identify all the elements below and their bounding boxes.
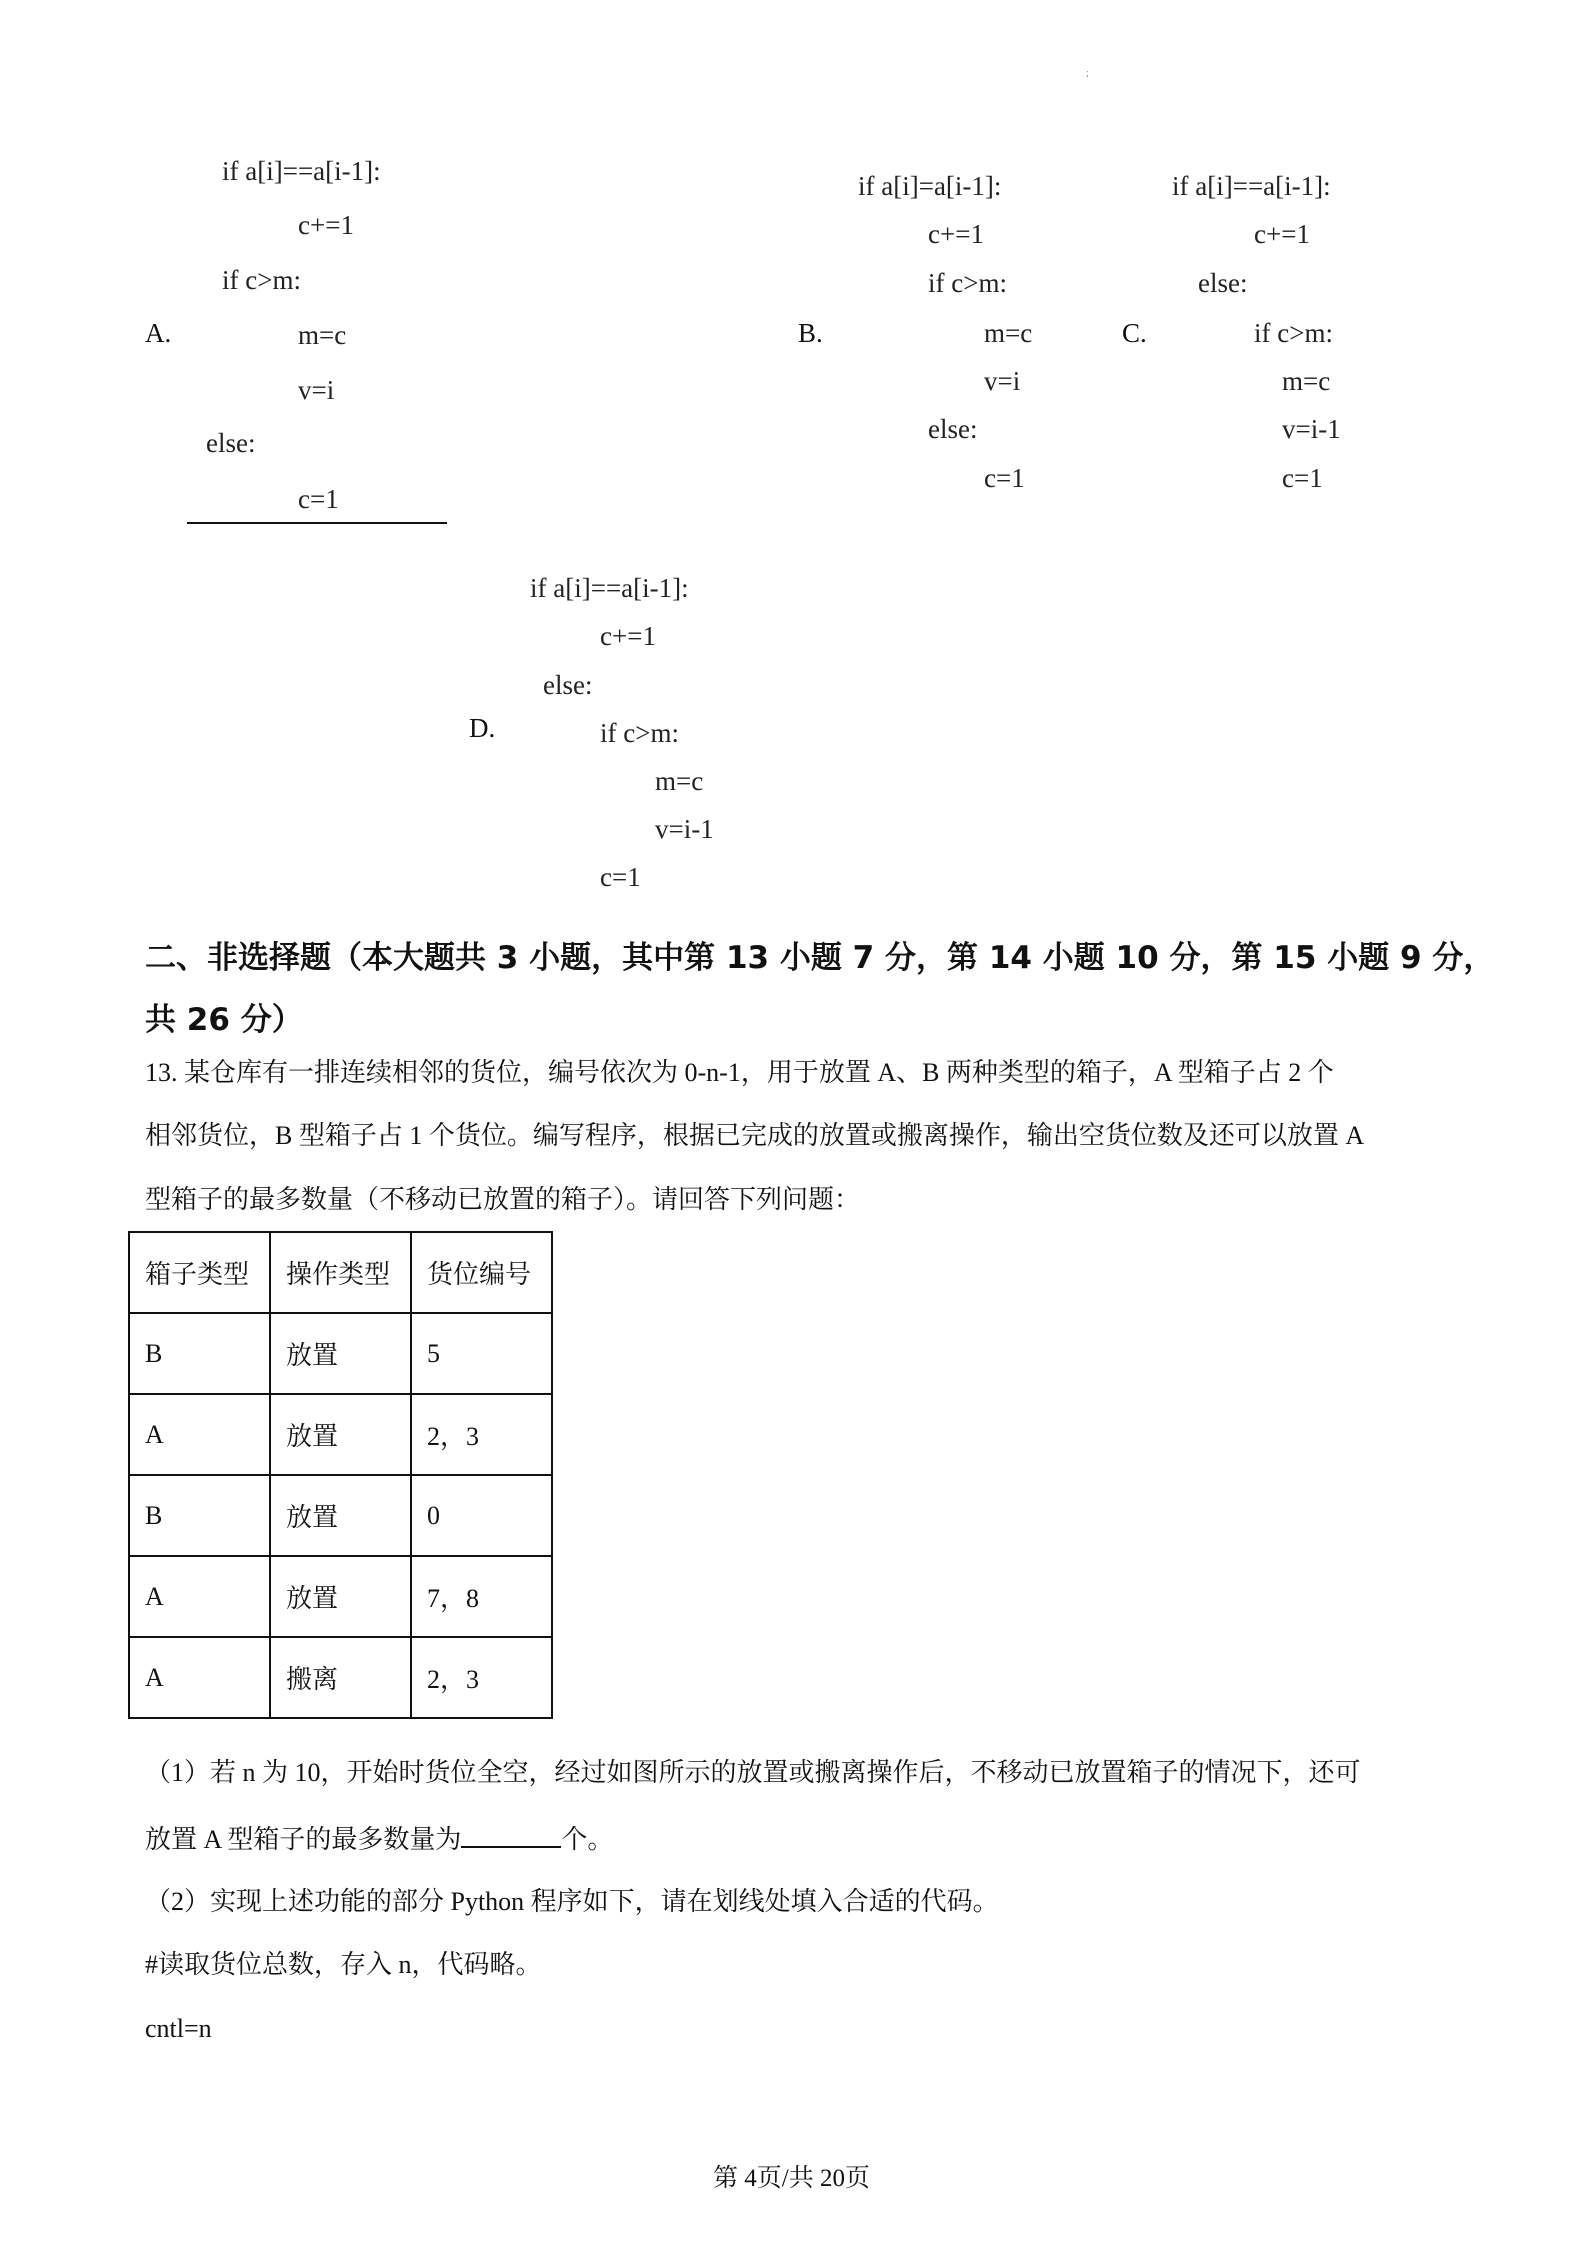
table-cell: 7，8	[411, 1556, 552, 1637]
code-line-1: cntl=n	[145, 2014, 212, 2043]
table-header-cell: 操作类型	[270, 1232, 411, 1313]
option-c-label: C.	[1122, 318, 1147, 348]
option-b-line-1: if a[i]=a[i-1]:	[858, 171, 1002, 201]
option-b-line-4: m=c	[984, 318, 1033, 348]
table-cell: 放置	[270, 1556, 411, 1637]
option-c-line-5: m=c	[1282, 366, 1331, 396]
option-c-line-2: c+=1	[1254, 219, 1310, 249]
option-a-line-6: else:	[206, 428, 256, 458]
table-header-cell: 货位编号	[411, 1232, 552, 1313]
table-cell: 放置	[270, 1475, 411, 1556]
table-row	[129, 1637, 552, 1718]
option-a-line-5: v=i	[298, 375, 335, 405]
table-cell: 搬离	[270, 1637, 411, 1718]
table-header-cell: 箱子类型	[129, 1232, 270, 1313]
option-d-line-6: v=i-1	[655, 814, 714, 844]
option-a-line-2: c+=1	[298, 210, 354, 240]
option-d-line-2: c+=1	[600, 621, 656, 651]
q13-part1-line-1: （1）若 n 为 10，开始时货位全空，经过如图所示的放置或搬离操作后，不移动已放置箱子的情况下，还可	[145, 1758, 1361, 1787]
table-cell: 2，3	[411, 1394, 552, 1475]
q13-stem-line-2: 相邻货位，B 型箱子占 1 个货位。编写程序，根据已完成的放置或搬离操作，输出空货位数及还可以放置 A	[145, 1121, 1365, 1150]
table-cell: 0	[411, 1475, 552, 1556]
option-b-line-3: if c>m:	[928, 268, 1007, 298]
table-cell: 5	[411, 1313, 552, 1394]
section-heading-line-1: 二、非选择题（本大题共 3 小题，其中第 13 小题 7 分，第 14 小题 10 分，第 15 小题 9 分，	[145, 940, 1495, 976]
q13-part1-suffix: 个。	[561, 1825, 614, 1854]
option-a-line-3: if c>m:	[222, 265, 301, 295]
table-row	[129, 1313, 552, 1394]
table-cell: B	[129, 1313, 270, 1394]
table-cell: A	[129, 1637, 270, 1718]
table-row	[129, 1394, 552, 1475]
option-b-line-5: v=i	[984, 366, 1021, 396]
q13-stem-line-1: 13. 某仓库有一排连续相邻的货位，编号依次为 0-n-1，用于放置 A、B 两种类型的箱子，A 型箱子占 2 个	[145, 1058, 1334, 1087]
option-a-line-7: c=1	[298, 484, 339, 514]
table-cell: B	[129, 1475, 270, 1556]
option-c-line-7: c=1	[1282, 463, 1323, 493]
option-d-line-1: if a[i]==a[i-1]:	[530, 573, 689, 603]
option-a-label: A.	[145, 318, 172, 348]
page-number: 第 4页/共 20页	[713, 2165, 870, 2192]
code-comment: #读取货位总数，存入 n，代码略。	[145, 1950, 542, 1979]
q13-stem-line-3: 型箱子的最多数量（不移动已放置的箱子）。请回答下列问题：	[145, 1185, 861, 1214]
option-b-line-6: else:	[928, 414, 978, 444]
q13-part1-line-2	[145, 1824, 613, 1853]
q13-part1-text: 放置 A 型箱子的最多数量为	[145, 1825, 462, 1854]
option-b-label: B.	[798, 318, 823, 348]
option-c-line-3: else:	[1198, 268, 1248, 298]
table-row	[129, 1556, 552, 1637]
table-cell: A	[129, 1556, 270, 1637]
table-header-row	[129, 1232, 552, 1313]
table-cell: 放置	[270, 1394, 411, 1475]
table-row	[129, 1475, 552, 1556]
option-c-line-1: if a[i]==a[i-1]:	[1172, 171, 1331, 201]
option-d-line-5: m=c	[655, 766, 704, 796]
option-b-line-7: c=1	[984, 463, 1025, 493]
option-c-line-4: if c>m:	[1254, 318, 1333, 348]
option-d-label: D.	[469, 713, 496, 743]
option-a-line-1: if a[i]==a[i-1]:	[222, 156, 381, 186]
answer-blank[interactable]	[461, 1824, 561, 1848]
header-mark: ;	[1086, 68, 1089, 79]
table-cell: 2，3	[411, 1637, 552, 1718]
q13-part2: （2）实现上述功能的部分 Python 程序如下，请在划线处填入合适的代码。	[145, 1887, 999, 1916]
option-d-line-4: if c>m:	[600, 718, 679, 748]
table-cell: 放置	[270, 1313, 411, 1394]
option-c-line-6: v=i-1	[1282, 414, 1341, 444]
option-a-line-4: m=c	[298, 320, 347, 350]
option-a-underline	[187, 522, 447, 524]
section-heading-line-2: 共 26 分）	[145, 1002, 303, 1038]
option-b-line-2: c+=1	[928, 219, 984, 249]
table-cell: A	[129, 1394, 270, 1475]
option-d-line-7: c=1	[600, 862, 641, 892]
option-d-line-3: else:	[543, 670, 593, 700]
operations-table	[128, 1231, 553, 1719]
